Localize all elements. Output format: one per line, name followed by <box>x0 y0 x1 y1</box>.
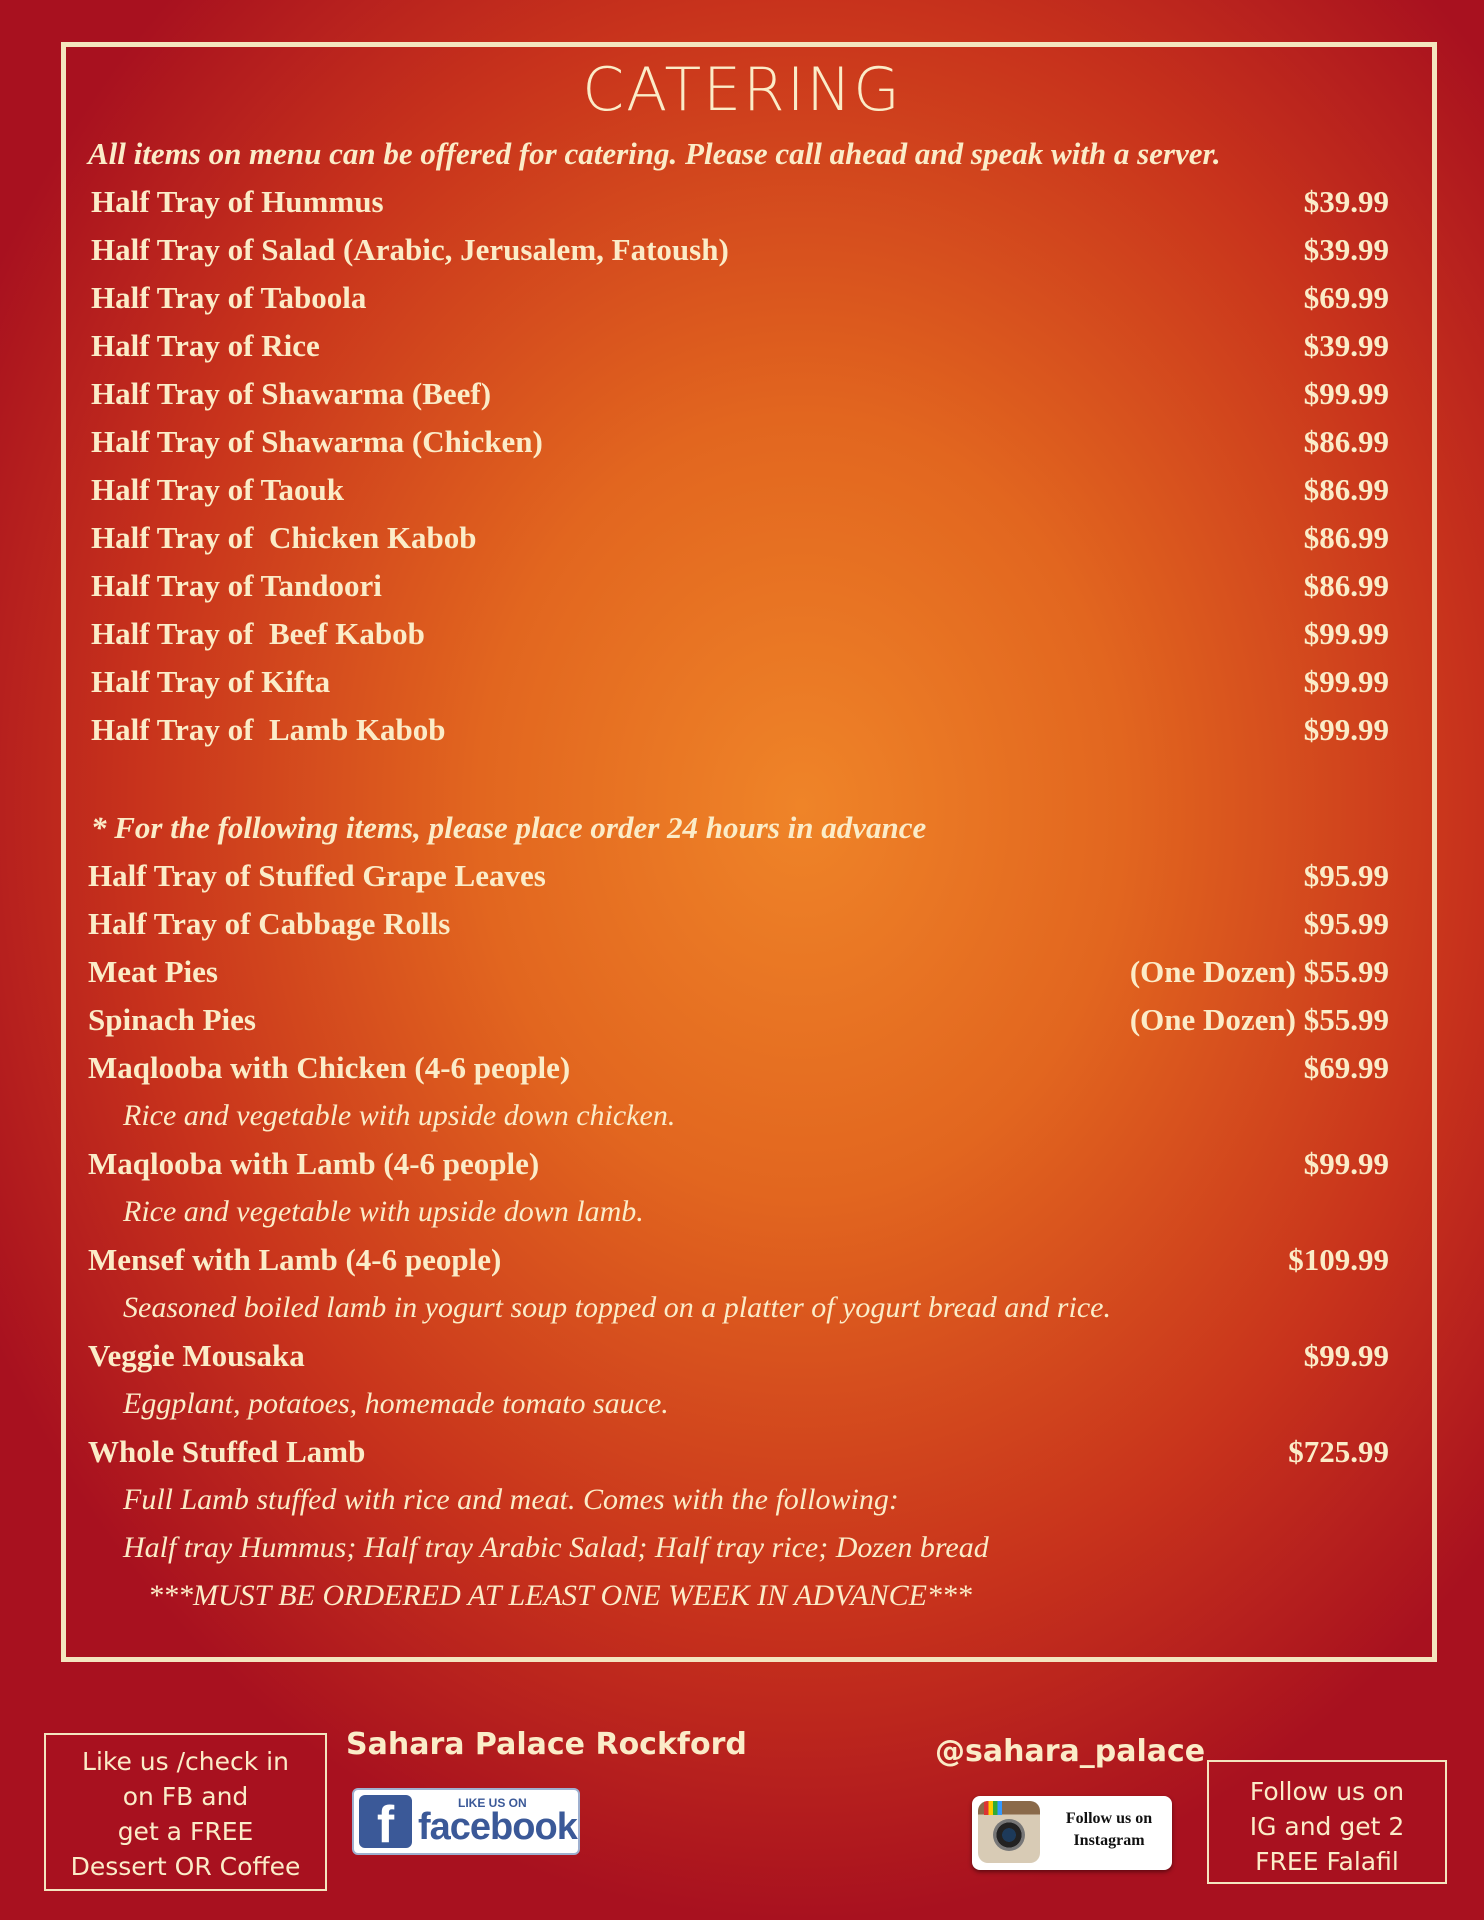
item-price: $99.99 <box>1303 1338 1389 1373</box>
item-price: $95.99 <box>1303 906 1389 941</box>
menu-item: Veggie Mousaka $99.99 <box>88 1332 1389 1380</box>
menu-item: Half Tray of Shawarma (Chicken) $86.99 <box>91 418 1389 466</box>
item-price: $109.99 <box>1288 1242 1389 1277</box>
menu-item: Half Tray of Kifta $99.99 <box>91 658 1389 706</box>
instagram-follow-badge[interactable]: Follow us on Instagram <box>972 1796 1172 1870</box>
catering-intro: All items on menu can be offered for catering. Please call ahead and speak with a server. <box>88 136 1221 171</box>
menu-item: Half Tray of Beef Kabob $99.99 <box>91 610 1389 658</box>
menu-item: Mensef with Lamb (4-6 people) $109.99 <box>88 1236 1389 1284</box>
menu-item: Half Tray of Taouk $86.99 <box>91 466 1389 514</box>
item-price: $86.99 <box>1303 520 1389 555</box>
item-description: Eggplant, potatoes, homemade tomato sauce. <box>123 1387 669 1420</box>
item-price: $725.99 <box>1288 1434 1389 1469</box>
menu-item: Maqlooba with Chicken (4-6 people) $69.99 <box>88 1044 1389 1092</box>
item-price: $99.99 <box>1303 1146 1389 1181</box>
item-price: $39.99 <box>1303 184 1389 219</box>
item-price: $86.99 <box>1303 472 1389 507</box>
menu-item: Half Tray of Tandoori $86.99 <box>91 562 1389 610</box>
menu-item: Half Tray of Salad (Arabic, Jerusalem, Fatoush) $39.99 <box>91 226 1389 274</box>
menu-item: Maqlooba with Lamb (4-6 people) $99.99 <box>88 1140 1389 1188</box>
facebook-page-name: Sahara Palace Rockford <box>346 1727 747 1762</box>
item-description: Rice and vegetable with upside down chicken. <box>123 1099 676 1132</box>
menu-item: Half Tray of Shawarma (Beef) $99.99 <box>91 370 1389 418</box>
item-price: (One Dozen) $55.99 <box>1129 954 1389 989</box>
item-price: $69.99 <box>1303 1050 1389 1085</box>
menu-item: Meat Pies (One Dozen) $55.99 <box>88 948 1389 996</box>
facebook-icon: f <box>359 1795 412 1848</box>
item-price: $86.99 <box>1303 568 1389 603</box>
item-description: Seasoned boiled lamb in yogurt soup topped on a platter of yogurt bread and rice. <box>123 1291 1111 1324</box>
item-description: Half tray Hummus; Half tray Arabic Salad; Half tray rice; Dozen bread <box>123 1531 989 1564</box>
menu-item: Half Tray of Taboola $69.99 <box>91 274 1389 322</box>
item-price: $39.99 <box>1303 232 1389 267</box>
instagram-promo-box: Follow us on IG and get 2 FREE Falafil <box>1207 1760 1447 1884</box>
instagram-handle: @sahara_palace <box>935 1734 1206 1769</box>
menu-item: Half Tray of Lamb Kabob $99.99 <box>91 706 1389 754</box>
item-price: $99.99 <box>1303 712 1389 747</box>
page-title: CATERING <box>582 55 902 125</box>
menu-item: Half Tray of Cabbage Rolls $95.99 <box>88 900 1389 948</box>
facebook-promo-box: Like us /check in on FB and get a FREE Dessert OR Coffee <box>44 1733 327 1891</box>
menu-item: Whole Stuffed Lamb $725.99 <box>88 1428 1389 1476</box>
advance-warning: ***MUST BE ORDERED AT LEAST ONE WEEK IN ADVANCE*** <box>148 1579 972 1612</box>
item-price: $99.99 <box>1303 616 1389 651</box>
item-price: $99.99 <box>1303 376 1389 411</box>
item-price: $86.99 <box>1303 424 1389 459</box>
item-price: $99.99 <box>1303 664 1389 699</box>
item-price: $69.99 <box>1303 280 1389 315</box>
item-price: $95.99 <box>1303 858 1389 893</box>
item-description: Rice and vegetable with upside down lamb. <box>123 1195 644 1228</box>
menu-item: Half Tray of Hummus $39.99 <box>91 178 1389 226</box>
item-description: Full Lamb stuffed with rice and meat. Comes with the following: <box>123 1483 899 1516</box>
item-price: $39.99 <box>1303 328 1389 363</box>
advance-order-note: * For the following items, please place order 24 hours in advance <box>91 810 927 845</box>
facebook-like-badge[interactable]: f LIKE US ON facebook <box>352 1788 580 1855</box>
menu-item: Spinach Pies (One Dozen) $55.99 <box>88 996 1389 1044</box>
menu-item: Half Tray of Stuffed Grape Leaves $95.99 <box>88 852 1389 900</box>
menu-item: Half Tray of Rice $39.99 <box>91 322 1389 370</box>
menu-item: Half Tray of Chicken Kabob $86.99 <box>91 514 1389 562</box>
item-price: (One Dozen) $55.99 <box>1129 1002 1389 1037</box>
instagram-camera-icon <box>978 1801 1040 1863</box>
